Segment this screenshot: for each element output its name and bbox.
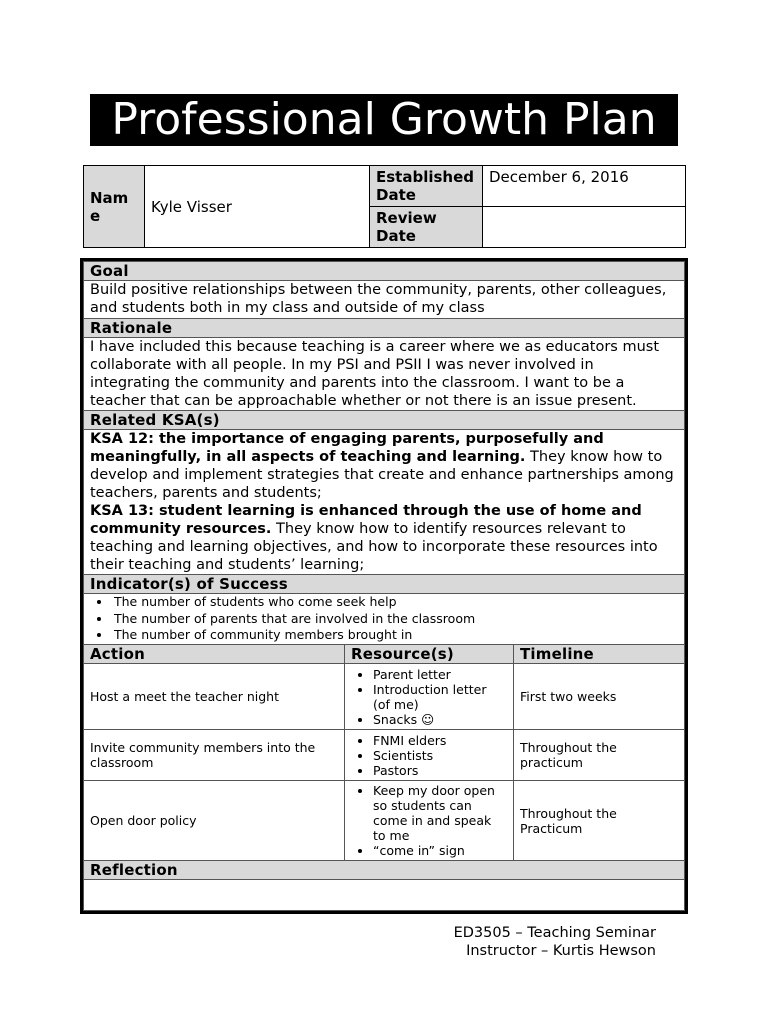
indicators-cell — [84, 594, 685, 645]
action-column-header: Action — [84, 645, 345, 664]
review-date-label: Review Date — [370, 207, 483, 248]
action-cell: Host a meet the teacher night — [84, 664, 345, 730]
instructor-label: Instructor – Kurtis Hewson — [466, 943, 656, 959]
rationale-text: I have included this because teaching is a career where we as educators must collaborate with all people. In my PSI and PSII I was never involved in integrating the community and parents into the classroom. I want to be a teacher that can be approachable whether or not there is an issue present. — [84, 338, 685, 411]
resources-column-header: Resource(s) — [345, 645, 514, 664]
resource-item: • FNMI elders — [373, 733, 507, 748]
resource-item: • Snacks ☺ — [373, 712, 507, 727]
name-value: Kyle Visser — [145, 166, 370, 248]
indicator-item: • The number of community members brought in — [112, 627, 678, 644]
review-date-value — [483, 207, 686, 248]
info-table — [83, 165, 686, 248]
resource-item: • Parent letter — [373, 667, 507, 682]
ksa-12-title: KSA 12: the importance of engaging parents, purposefully and meaningfully, in all aspects of teaching and learning. — [90, 431, 604, 465]
ksa-text — [84, 430, 685, 575]
ksa-12 — [90, 430, 678, 502]
indicators-list — [90, 594, 678, 644]
goal-text: Build positive relationships between the community, parents, other colleagues, and students both in my class and outside of my class — [84, 281, 685, 319]
indicator-item: • The number of students who come seek help — [112, 594, 678, 611]
timeline-cell: Throughout the Practicum — [514, 781, 685, 861]
resource-item: • Scientists — [373, 748, 507, 763]
reflection-header: Reflection — [84, 861, 685, 880]
timeline-cell: First two weeks — [514, 664, 685, 730]
resources-cell — [345, 730, 514, 781]
resources-cell — [345, 664, 514, 730]
resource-item: • “come in” sign — [373, 843, 507, 858]
page-title: Professional Growth Plan — [90, 94, 678, 146]
resource-item: • Keep my door open so students can come in and speak to me — [373, 783, 507, 843]
established-date-label: Established Date — [370, 166, 483, 207]
indicators-header: Indicator(s) of Success — [84, 575, 685, 594]
ksa-header: Related KSA(s) — [84, 411, 685, 430]
course-label: ED3505 – Teaching Seminar — [453, 925, 656, 941]
reflection-text — [84, 880, 685, 911]
established-date-value: December 6, 2016 — [483, 166, 686, 207]
indicator-item: • The number of parents that are involved in the classroom — [112, 611, 678, 628]
name-label: Nam e — [84, 166, 145, 248]
goal-header: Goal — [84, 262, 685, 281]
resources-cell — [345, 781, 514, 861]
action-cell: Invite community members into the classroom — [84, 730, 345, 781]
timeline-column-header: Timeline — [514, 645, 685, 664]
footer — [430, 924, 656, 960]
ksa-13-title: KSA 13: student learning is enhanced through the use of home and community resources. — [90, 503, 642, 537]
ksa-13 — [90, 502, 678, 574]
growth-plan-table — [80, 258, 688, 914]
ksa-12-description: They know how to develop and implement strategies that create and enhance partnerships among teachers, parents and students; — [90, 449, 674, 501]
rationale-header: Rationale — [84, 319, 685, 338]
action-cell: Open door policy — [84, 781, 345, 861]
resource-item: • Pastors — [373, 763, 507, 778]
resource-item: • Introduction letter (of me) — [373, 682, 507, 712]
ksa-13-description: They know how to identify resources relevant to teaching and learning objectives, and how to incorporate these resources into their teaching and students’ learning; — [90, 521, 658, 573]
timeline-cell: Throughout the practicum — [514, 730, 685, 781]
